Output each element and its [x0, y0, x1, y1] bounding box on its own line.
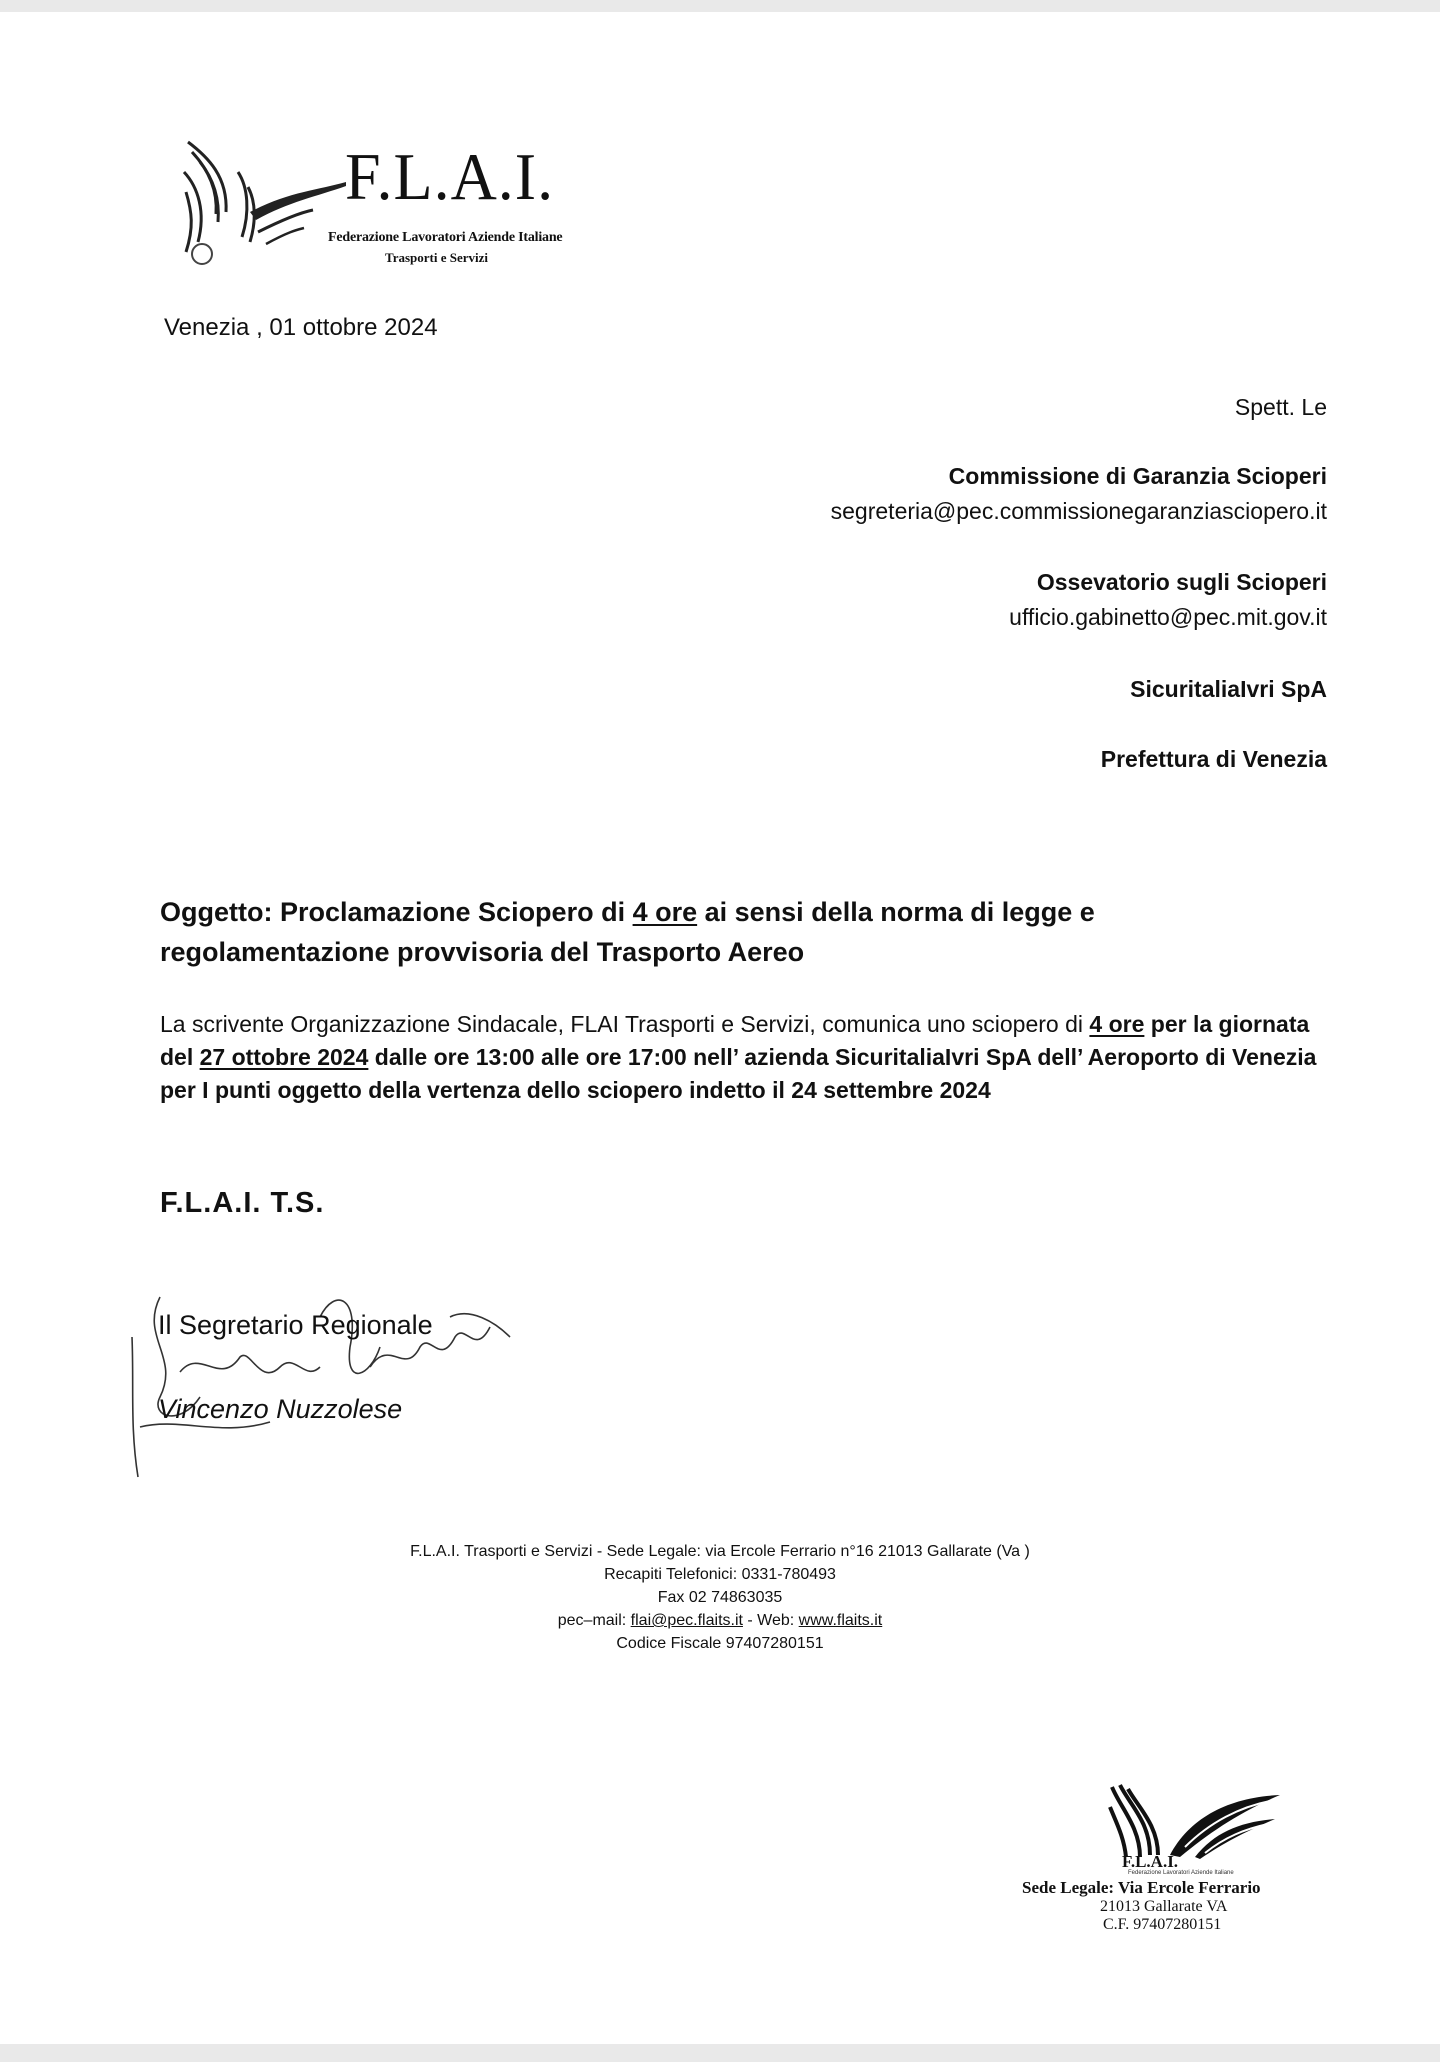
letter-footer	[300, 1540, 1140, 1655]
salutation: Spett. Le	[1234, 394, 1327, 420]
footer-tax-code: Codice Fiscale 97407280151	[616, 1635, 824, 1652]
recipient-email[interactable]: ufficio.gabinetto@pec.mit.gov.it	[1009, 604, 1327, 630]
subject-hours: 4 ore	[632, 897, 698, 927]
stamp-address: Sede Legale: Via Ercole Ferrario	[1022, 1878, 1261, 1897]
signatory-name: Vincenzo Nuzzolese	[158, 1394, 403, 1424]
stamp-tax-code: C.F. 97407280151	[1103, 1916, 1222, 1933]
footer-fax: Fax 02 74863035	[657, 1589, 783, 1606]
logo-subtitle-2: Trasporti e Servizi	[385, 250, 489, 265]
closing-organization: F.L.A.I. T.S.	[160, 1187, 325, 1219]
pec-label: pec–mail:	[557, 1612, 631, 1629]
letter-page	[0, 12, 1440, 2044]
para-part3: dalle ore 13:00 alle ore 17:00 nell’ azienda SicuritaliaIvri SpA dell’ Aeroporto di Venezia per I punti oggetto della vertenza dello sciopero indetto il 24 settembre 2024	[160, 1044, 1317, 1103]
web-link[interactable]: www.flaits.it	[798, 1612, 883, 1629]
footer-contacts	[300, 1609, 1140, 1632]
subject	[160, 892, 1320, 972]
signatory-title: Il Segretario Regionale	[158, 1310, 433, 1340]
stamp-subtitle: Federazione Lavoratori Aziende Italiane	[1128, 1870, 1234, 1876]
para-part1: La scrivente Organizzazione Sindacale, FLAI Trasporti e Servizi, comunica uno sciopero di	[160, 1011, 1090, 1037]
recipient-block	[831, 459, 1327, 529]
recipient-block	[1130, 672, 1327, 707]
logo-title: F.L.A.I.	[345, 139, 555, 214]
recipient-block	[1009, 565, 1327, 635]
pec-link[interactable]: flai@pec.flaits.it	[630, 1612, 743, 1629]
recipient-name: SicuritaliaIvri SpA	[1130, 676, 1327, 702]
recipient-name: Prefettura di Venezia	[1100, 746, 1327, 772]
para-date: 27 ottobre 2024	[199, 1044, 369, 1070]
logo-subtitle: Federazione Lavoratori Aziende Italiane	[328, 230, 563, 245]
stamp-city: 21013 Gallarate VA	[1100, 1898, 1228, 1915]
body-paragraph	[160, 1008, 1326, 1107]
subject-prefix: Oggetto: Proclamazione Sciopero di	[160, 897, 633, 927]
web-label: - Web:	[742, 1612, 799, 1629]
footer-address: F.L.A.I. Trasporti e Servizi - Sede Legale: via Ercole Ferrario n°16 21013 Gallarate (Va )	[410, 1543, 1030, 1560]
para-hours: 4 ore	[1089, 1011, 1145, 1037]
recipient-name: Commissione di Garanzia Scioperi	[948, 463, 1327, 489]
para-part2: per la giornata del	[160, 1011, 1310, 1070]
recipient-name: Ossevatorio sugli Scioperi	[1036, 569, 1327, 595]
recipient-email[interactable]: segreteria@pec.commissionegaranziasciopero.it	[830, 498, 1327, 524]
place-date: Venezia , 01 ottobre 2024	[164, 314, 438, 341]
subject-suffix: ai sensi della norma di legge e regolamentazione provvisoria del Trasporto Aereo	[160, 897, 1095, 967]
recipient-block	[1101, 742, 1327, 777]
stamp-title: F.L.A.I.	[1122, 1852, 1179, 1871]
footer-phone: Recapiti Telefonici: 0331-780493	[604, 1566, 836, 1583]
stamp-logo-icon	[1100, 1777, 1310, 1862]
